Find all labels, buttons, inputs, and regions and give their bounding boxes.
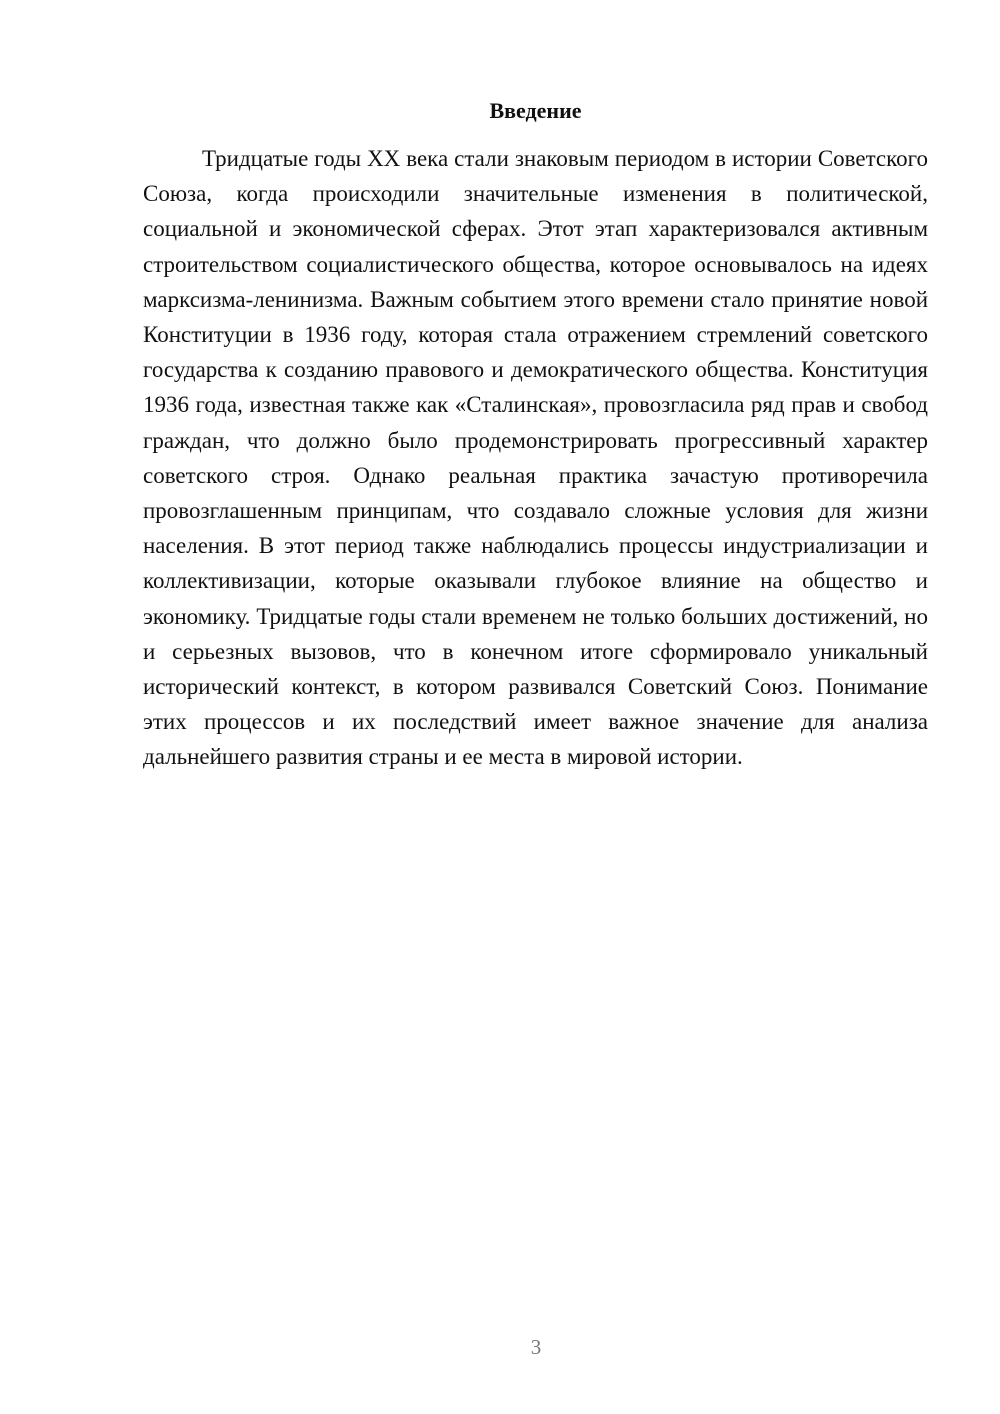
- section-heading: Введение: [489, 98, 582, 123]
- body-paragraph: Тридцатые годы XX века стали знаковым периодом в истории Советского Союза, когда происходили значительные изменения в политической, социальной и экономической сферах. Этот этап характеризовался активным строительством социалистического общества, которое основывалось на идеях марксизма-ленинизма. Важным событием этого времени стало принятие новой Конституции в 1936 году, которая стала отражением стремлений советского государства к созданию правового и демократического общества. Конституция 1936 года, известная также как «Сталинская», провозгласила ряд прав и свобод граждан, что должно было продемонстрировать прогрессивный характер советского строя. Однако реальная практика зачастую противоречила провозглашенным принципам, что создавало сложные условия для жизни населения. В этот период также наблюдались процессы индустриализации и коллективизации, которые оказывали глубокое влияние на общество и экономику. Тридцатые годы стали временем не только больших достижений, но и серьезных вызовов, что в конечном итоге сформировало уникальный исторический контекст, в котором развивался Советский Союз. Понимание этих процессов и их последствий имеет важное значение для анализа дальнейшего развития страны и ее места в мировой истории.: [143, 146, 928, 770]
- page-number: 3: [530, 1335, 542, 1359]
